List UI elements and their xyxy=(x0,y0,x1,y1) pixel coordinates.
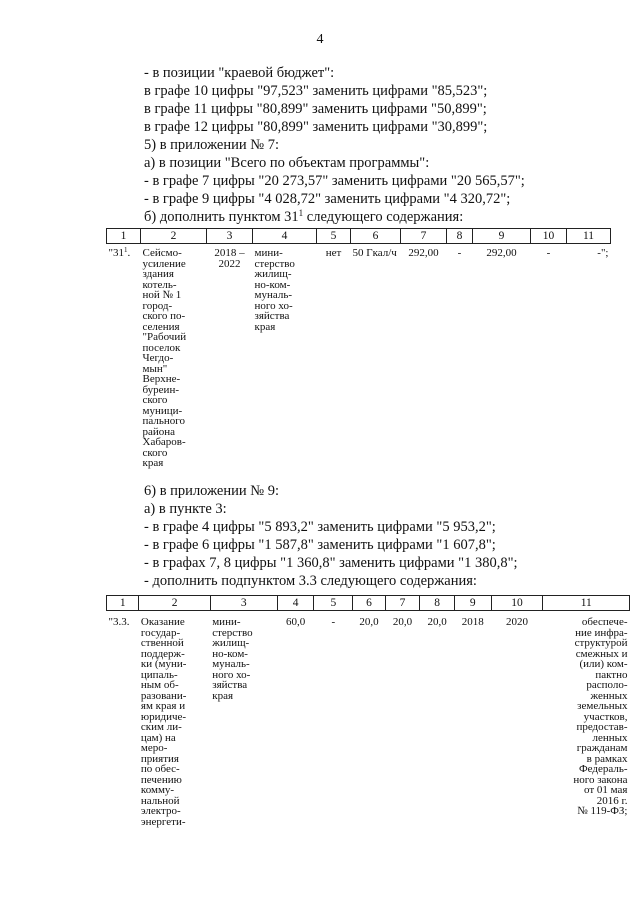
column-header: 3 xyxy=(210,596,277,611)
row-number: "3.3. xyxy=(108,616,130,628)
text-line: в графе 12 цифры "80,899" заменить цифрами "30,899"; xyxy=(144,119,488,135)
column-header: 5 xyxy=(317,229,351,244)
column-header: 3 xyxy=(207,229,253,244)
cell-col11: -"; xyxy=(597,247,609,259)
cell-col10: - xyxy=(546,247,551,259)
column-header: 7 xyxy=(401,229,447,244)
cell-col9: 292,00 xyxy=(486,247,517,259)
cell-customer: мини- стерство жилищ- но-ком- муналь- ного хо- зяйства края xyxy=(254,247,295,333)
row-number-text: "31 xyxy=(108,247,124,259)
text-line: - в графе 6 цифры "1 587,8" заменить цифрами "1 607,8"; xyxy=(144,537,496,553)
cell-col5: - xyxy=(331,616,336,628)
measure-name: Оказание государ- ственной поддерж- ки (муни- ципаль- ным об- разовани- ям края и юридиче- ским ли- цам) на меро- приятия по обес- печению комму- нальной электро- энергети- xyxy=(140,616,187,828)
column-header: 10 xyxy=(491,596,543,611)
column-header: 4 xyxy=(277,596,314,611)
text-part: б) дополнить пунктом 31 xyxy=(144,209,299,225)
text-line: 5) в приложении № 7: xyxy=(144,137,279,153)
table-object-31 xyxy=(106,228,611,470)
column-header: 5 xyxy=(314,596,353,611)
cell-col8: 20,0 xyxy=(427,616,447,628)
table-row xyxy=(107,611,630,829)
row-number xyxy=(107,244,141,470)
row-number-dot: . xyxy=(127,247,131,259)
text-line: в графе 11 цифры "80,899" заменить цифрами "50,899"; xyxy=(144,101,487,117)
column-header: 4 xyxy=(253,229,317,244)
column-header: 6 xyxy=(353,596,385,611)
column-header: 11 xyxy=(543,596,630,611)
cell-col9: 2018 xyxy=(461,616,484,628)
cell-col8: - xyxy=(457,247,462,259)
column-header: 11 xyxy=(567,229,611,244)
text-line: а) в пункте 3: xyxy=(144,501,227,517)
object-name: Сейсмо- усиление здания котель- ной № 1 город- ского по- селения "Рабочий поселок Чегдо- мын" Верхне- буреин- ского муници- пального района Хабаров- ского края xyxy=(142,247,187,469)
row-number-sup: 1 xyxy=(124,246,128,254)
text-line: - в графе 7 цифры "20 273,57" заменить цифрами "20 565,57"; xyxy=(144,173,525,189)
text-line: - в графах 7, 8 цифры "1 360,8" заменить цифрами "1 380,8"; xyxy=(144,555,518,571)
column-header: 9 xyxy=(473,229,531,244)
text-line: 6) в приложении № 9: xyxy=(144,483,279,499)
table-subitem-3-3 xyxy=(106,595,630,828)
text-line: а) в позиции "Всего по объектам программы": xyxy=(144,155,430,171)
column-header: 8 xyxy=(420,596,455,611)
cell-col11: обеспече- ние инфра- структурой смежных и (или) ком- пактно располо- женных земельных участков, предостав- ленных гражданам в рамках Федераль- ного закона от 01 мая 2016 г. № 119-ФЗ; xyxy=(573,616,628,817)
text-line: - в графе 9 цифры "4 028,72" заменить цифрами "4 320,72"; xyxy=(144,191,511,207)
cell-col7: 20,0 xyxy=(392,616,413,628)
cell-col6: 50 Гкал/ч xyxy=(352,247,397,259)
text-line xyxy=(144,208,463,226)
column-header: 9 xyxy=(454,596,491,611)
column-header: 7 xyxy=(385,596,420,611)
text-part: следующего содержания: xyxy=(303,209,464,225)
column-header: 8 xyxy=(447,229,473,244)
table-header-row xyxy=(107,596,630,611)
cell-col5: нет xyxy=(325,247,342,259)
column-header: 10 xyxy=(531,229,567,244)
cell-years: 2018 – 2022 xyxy=(214,247,245,270)
cell-col4: 60,0 xyxy=(285,616,306,628)
table-header-row xyxy=(107,229,611,244)
column-header: 1 xyxy=(107,596,139,611)
text-line: в графе 10 цифры "97,523" заменить цифрами "85,523"; xyxy=(144,83,488,99)
cell-col7: 292,00 xyxy=(408,247,439,259)
text-line: - дополнить подпунктом 3.3 следующего содержания: xyxy=(144,573,477,589)
column-header: 6 xyxy=(351,229,401,244)
cell-customer: мини- стерство жилищ- но-ком- муналь- ного хо- зяйства края xyxy=(212,616,253,702)
superscript: 1 xyxy=(298,208,304,218)
column-header: 2 xyxy=(141,229,207,244)
column-header: 1 xyxy=(107,229,141,244)
page-number: 4 xyxy=(316,32,324,47)
cell-col6: 20,0 xyxy=(359,616,379,628)
column-header: 2 xyxy=(139,596,210,611)
table-row xyxy=(107,244,611,470)
text-line: - в графе 4 цифры "5 893,2" заменить цифрами "5 953,2"; xyxy=(144,519,496,535)
cell-col10: 2020 xyxy=(506,616,529,628)
text-line: - в позиции "краевой бюджет": xyxy=(144,65,335,81)
